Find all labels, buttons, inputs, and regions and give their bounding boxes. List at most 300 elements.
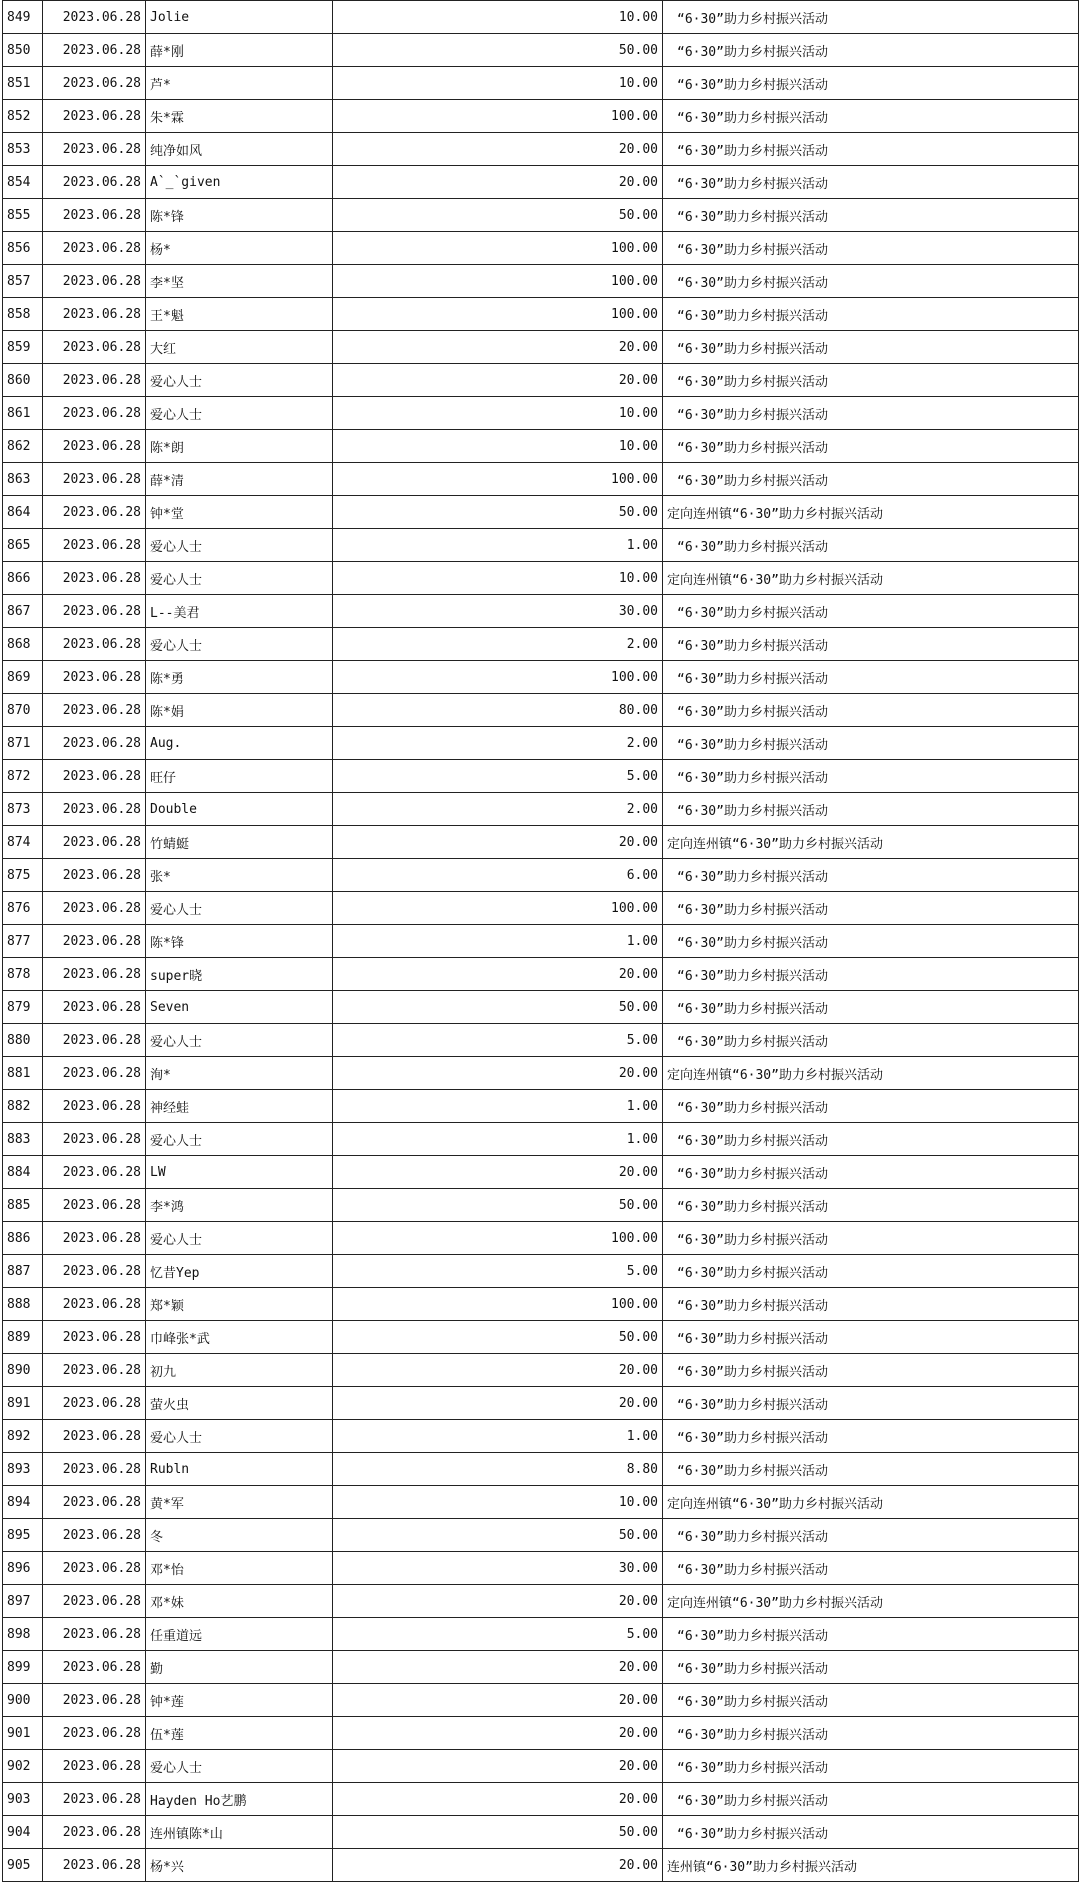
purpose-cell: “6·30”助力乡村振兴活动 [663,628,1079,661]
table-row [3,562,1079,595]
table-row [3,1585,1079,1618]
date-cell: 2023.06.28 [43,1849,146,1882]
date-cell: 2023.06.28 [43,1585,146,1618]
table-row [3,793,1079,826]
purpose-cell: “6·30”助力乡村振兴活动 [663,397,1079,430]
table-row [3,628,1079,661]
donor-name-cell: 任重道远 [146,1618,333,1651]
row-number-cell: 897 [3,1585,43,1618]
amount-cell: 20.00 [333,958,663,991]
purpose-cell: “6·30”助力乡村振兴活动 [663,100,1079,133]
donor-name-cell: Aug. [146,727,333,760]
date-cell: 2023.06.28 [43,1684,146,1717]
amount-cell: 20.00 [333,166,663,199]
donor-name-cell: 爱心人士 [146,529,333,562]
date-cell: 2023.06.28 [43,232,146,265]
date-cell: 2023.06.28 [43,298,146,331]
row-number-cell: 869 [3,661,43,694]
row-number-cell: 892 [3,1420,43,1453]
purpose-cell: “6·30”助力乡村振兴活动 [663,1684,1079,1717]
table-row [3,232,1079,265]
amount-cell: 100.00 [333,232,663,265]
date-cell: 2023.06.28 [43,694,146,727]
amount-cell: 10.00 [333,430,663,463]
table-row [3,199,1079,232]
purpose-cell: “6·30”助力乡村振兴活动 [663,1255,1079,1288]
table-row [3,34,1079,67]
date-cell: 2023.06.28 [43,826,146,859]
amount-cell: 100.00 [333,661,663,694]
table-row [3,1222,1079,1255]
purpose-cell: “6·30”助力乡村振兴活动 [663,1189,1079,1222]
donor-name-cell: 陈*锋 [146,925,333,958]
table-row [3,859,1079,892]
donor-name-cell: 杨*兴 [146,1849,333,1882]
amount-cell: 20.00 [333,364,663,397]
amount-cell: 20.00 [333,331,663,364]
donor-name-cell: 爱心人士 [146,1222,333,1255]
date-cell: 2023.06.28 [43,364,146,397]
purpose-cell: “6·30”助力乡村振兴活动 [663,166,1079,199]
row-number-cell: 895 [3,1519,43,1552]
row-number-cell: 860 [3,364,43,397]
donor-name-cell: 爱心人士 [146,1750,333,1783]
date-cell: 2023.06.28 [43,166,146,199]
amount-cell: 20.00 [333,133,663,166]
date-cell: 2023.06.28 [43,958,146,991]
donor-name-cell: 爱心人士 [146,1123,333,1156]
table-row [3,430,1079,463]
donor-name-cell: 大红 [146,331,333,364]
row-number-cell: 890 [3,1354,43,1387]
table-row [3,1420,1079,1453]
donor-name-cell: 巾峰张*武 [146,1321,333,1354]
date-cell: 2023.06.28 [43,1222,146,1255]
row-number-cell: 882 [3,1090,43,1123]
donor-name-cell: 陈*娟 [146,694,333,727]
table-row [3,1750,1079,1783]
table-row [3,1,1079,34]
purpose-cell: “6·30”助力乡村振兴活动 [663,1783,1079,1816]
amount-cell: 80.00 [333,694,663,727]
donor-name-cell: 爱心人士 [146,892,333,925]
date-cell: 2023.06.28 [43,727,146,760]
amount-cell: 20.00 [333,1717,663,1750]
donor-name-cell: 纯净如风 [146,133,333,166]
date-cell: 2023.06.28 [43,67,146,100]
table-row [3,1387,1079,1420]
purpose-cell: “6·30”助力乡村振兴活动 [663,661,1079,694]
purpose-cell: 定向连州镇“6·30”助力乡村振兴活动 [663,1486,1079,1519]
table-row [3,496,1079,529]
table-row [3,100,1079,133]
row-number-cell: 870 [3,694,43,727]
table-row [3,595,1079,628]
row-number-cell: 850 [3,34,43,67]
table-row [3,1618,1079,1651]
purpose-cell: 定向连州镇“6·30”助力乡村振兴活动 [663,826,1079,859]
date-cell: 2023.06.28 [43,529,146,562]
row-number-cell: 900 [3,1684,43,1717]
donor-name-cell: Seven [146,991,333,1024]
amount-cell: 8.80 [333,1453,663,1486]
amount-cell: 2.00 [333,628,663,661]
donor-name-cell: 邓*怡 [146,1552,333,1585]
amount-cell: 1.00 [333,925,663,958]
donor-name-cell: 爱心人士 [146,1024,333,1057]
amount-cell: 20.00 [333,1651,663,1684]
date-cell: 2023.06.28 [43,34,146,67]
table-row [3,1189,1079,1222]
table-row [3,694,1079,727]
table-row [3,1486,1079,1519]
date-cell: 2023.06.28 [43,430,146,463]
donor-name-cell: 张* [146,859,333,892]
table-row [3,1519,1079,1552]
row-number-cell: 853 [3,133,43,166]
purpose-cell: “6·30”助力乡村振兴活动 [663,232,1079,265]
amount-cell: 100.00 [333,1222,663,1255]
row-number-cell: 896 [3,1552,43,1585]
date-cell: 2023.06.28 [43,1,146,34]
table-row [3,1057,1079,1090]
row-number-cell: 879 [3,991,43,1024]
purpose-cell: 连州镇“6·30”助力乡村振兴活动 [663,1849,1079,1882]
amount-cell: 100.00 [333,100,663,133]
purpose-cell: “6·30”助力乡村振兴活动 [663,1387,1079,1420]
donor-name-cell: Hayden Ho艺鹏 [146,1783,333,1816]
purpose-cell: “6·30”助力乡村振兴活动 [663,958,1079,991]
date-cell: 2023.06.28 [43,793,146,826]
purpose-cell: “6·30”助力乡村振兴活动 [663,463,1079,496]
donor-name-cell: 杨* [146,232,333,265]
donor-name-cell: 神经蛙 [146,1090,333,1123]
donor-name-cell: super晓 [146,958,333,991]
amount-cell: 50.00 [333,199,663,232]
row-number-cell: 898 [3,1618,43,1651]
amount-cell: 50.00 [333,34,663,67]
donor-name-cell: 陈*勇 [146,661,333,694]
donor-name-cell: 爱心人士 [146,562,333,595]
amount-cell: 10.00 [333,397,663,430]
table-row [3,727,1079,760]
donor-name-cell: 冬 [146,1519,333,1552]
amount-cell: 10.00 [333,67,663,100]
date-cell: 2023.06.28 [43,1387,146,1420]
donor-name-cell: 爱心人士 [146,1420,333,1453]
donor-name-cell: 钟*莲 [146,1684,333,1717]
row-number-cell: 865 [3,529,43,562]
row-number-cell: 899 [3,1651,43,1684]
amount-cell: 10.00 [333,562,663,595]
table-row [3,1684,1079,1717]
donation-table-body [3,1,1079,1882]
date-cell: 2023.06.28 [43,1486,146,1519]
date-cell: 2023.06.28 [43,1123,146,1156]
amount-cell: 20.00 [333,1057,663,1090]
purpose-cell: “6·30”助力乡村振兴活动 [663,859,1079,892]
row-number-cell: 855 [3,199,43,232]
date-cell: 2023.06.28 [43,1519,146,1552]
table-row [3,1288,1079,1321]
donor-name-cell: LW [146,1156,333,1189]
purpose-cell: 定向连州镇“6·30”助力乡村振兴活动 [663,1057,1079,1090]
row-number-cell: 874 [3,826,43,859]
table-row [3,1816,1079,1849]
table-row [3,1321,1079,1354]
row-number-cell: 868 [3,628,43,661]
purpose-cell: 定向连州镇“6·30”助力乡村振兴活动 [663,496,1079,529]
date-cell: 2023.06.28 [43,496,146,529]
table-row [3,1024,1079,1057]
date-cell: 2023.06.28 [43,1783,146,1816]
date-cell: 2023.06.28 [43,331,146,364]
purpose-cell: “6·30”助力乡村振兴活动 [663,1222,1079,1255]
date-cell: 2023.06.28 [43,760,146,793]
donor-name-cell: 连州镇陈*山 [146,1816,333,1849]
date-cell: 2023.06.28 [43,199,146,232]
row-number-cell: 859 [3,331,43,364]
amount-cell: 20.00 [333,1684,663,1717]
amount-cell: 100.00 [333,1288,663,1321]
date-cell: 2023.06.28 [43,991,146,1024]
table-row [3,1651,1079,1684]
donor-name-cell: Double [146,793,333,826]
purpose-cell: “6·30”助力乡村振兴活动 [663,1750,1079,1783]
row-number-cell: 878 [3,958,43,991]
table-row [3,991,1079,1024]
row-number-cell: 861 [3,397,43,430]
date-cell: 2023.06.28 [43,925,146,958]
table-row [3,1090,1079,1123]
row-number-cell: 852 [3,100,43,133]
table-row [3,1123,1079,1156]
row-number-cell: 856 [3,232,43,265]
date-cell: 2023.06.28 [43,463,146,496]
date-cell: 2023.06.28 [43,1057,146,1090]
donor-name-cell: 薛*清 [146,463,333,496]
row-number-cell: 857 [3,265,43,298]
row-number-cell: 889 [3,1321,43,1354]
donor-name-cell: L--美君 [146,595,333,628]
date-cell: 2023.06.28 [43,1420,146,1453]
donor-name-cell: 爱心人士 [146,397,333,430]
table-row [3,760,1079,793]
amount-cell: 5.00 [333,760,663,793]
donor-name-cell: 初九 [146,1354,333,1387]
row-number-cell: 886 [3,1222,43,1255]
date-cell: 2023.06.28 [43,595,146,628]
table-row [3,1849,1079,1882]
date-cell: 2023.06.28 [43,859,146,892]
donor-name-cell: Rubln [146,1453,333,1486]
table-row [3,1255,1079,1288]
amount-cell: 5.00 [333,1255,663,1288]
date-cell: 2023.06.28 [43,1354,146,1387]
donor-name-cell: 陈*锋 [146,199,333,232]
purpose-cell: “6·30”助力乡村振兴活动 [663,1717,1079,1750]
donor-name-cell: 薛*刚 [146,34,333,67]
amount-cell: 100.00 [333,265,663,298]
purpose-cell: “6·30”助力乡村振兴活动 [663,1519,1079,1552]
purpose-cell: “6·30”助力乡村振兴活动 [663,67,1079,100]
table-row [3,826,1079,859]
purpose-cell: “6·30”助力乡村振兴活动 [663,133,1079,166]
date-cell: 2023.06.28 [43,1024,146,1057]
row-number-cell: 854 [3,166,43,199]
purpose-cell: “6·30”助力乡村振兴活动 [663,430,1079,463]
table-row [3,463,1079,496]
donor-name-cell: 陈*朗 [146,430,333,463]
purpose-cell: “6·30”助力乡村振兴活动 [663,364,1079,397]
date-cell: 2023.06.28 [43,1618,146,1651]
row-number-cell: 875 [3,859,43,892]
donor-name-cell: 芦* [146,67,333,100]
donor-name-cell: 竹蜻蜓 [146,826,333,859]
donor-name-cell: Jolie [146,1,333,34]
row-number-cell: 904 [3,1816,43,1849]
amount-cell: 2.00 [333,727,663,760]
purpose-cell: “6·30”助力乡村振兴活动 [663,1024,1079,1057]
row-number-cell: 866 [3,562,43,595]
purpose-cell: “6·30”助力乡村振兴活动 [663,1090,1079,1123]
purpose-cell: “6·30”助力乡村振兴活动 [663,34,1079,67]
amount-cell: 100.00 [333,298,663,331]
table-row [3,133,1079,166]
purpose-cell: “6·30”助力乡村振兴活动 [663,694,1079,727]
date-cell: 2023.06.28 [43,562,146,595]
amount-cell: 10.00 [333,1,663,34]
date-cell: 2023.06.28 [43,1816,146,1849]
amount-cell: 2.00 [333,793,663,826]
table-row [3,661,1079,694]
table-row [3,298,1079,331]
purpose-cell: “6·30”助力乡村振兴活动 [663,265,1079,298]
row-number-cell: 903 [3,1783,43,1816]
row-number-cell: 873 [3,793,43,826]
row-number-cell: 894 [3,1486,43,1519]
row-number-cell: 876 [3,892,43,925]
row-number-cell: 877 [3,925,43,958]
table-row [3,1453,1079,1486]
purpose-cell: “6·30”助力乡村振兴活动 [663,727,1079,760]
table-row [3,331,1079,364]
purpose-cell: “6·30”助力乡村振兴活动 [663,991,1079,1024]
amount-cell: 1.00 [333,529,663,562]
table-row [3,1354,1079,1387]
amount-cell: 50.00 [333,496,663,529]
row-number-cell: 888 [3,1288,43,1321]
row-number-cell: 864 [3,496,43,529]
table-row [3,1783,1079,1816]
donor-name-cell: 勤 [146,1651,333,1684]
date-cell: 2023.06.28 [43,628,146,661]
row-number-cell: 884 [3,1156,43,1189]
amount-cell: 1.00 [333,1123,663,1156]
donor-name-cell: 王*魁 [146,298,333,331]
row-number-cell: 905 [3,1849,43,1882]
row-number-cell: 849 [3,1,43,34]
date-cell: 2023.06.28 [43,265,146,298]
purpose-cell: “6·30”助力乡村振兴活动 [663,1552,1079,1585]
amount-cell: 100.00 [333,892,663,925]
date-cell: 2023.06.28 [43,397,146,430]
table-row [3,529,1079,562]
row-number-cell: 891 [3,1387,43,1420]
row-number-cell: 887 [3,1255,43,1288]
date-cell: 2023.06.28 [43,1156,146,1189]
row-number-cell: 881 [3,1057,43,1090]
row-number-cell: 863 [3,463,43,496]
amount-cell: 6.00 [333,859,663,892]
table-row [3,1156,1079,1189]
amount-cell: 5.00 [333,1618,663,1651]
amount-cell: 20.00 [333,1156,663,1189]
amount-cell: 50.00 [333,1519,663,1552]
purpose-cell: “6·30”助力乡村振兴活动 [663,892,1079,925]
purpose-cell: “6·30”助力乡村振兴活动 [663,298,1079,331]
amount-cell: 10.00 [333,1486,663,1519]
donor-name-cell: 黄*军 [146,1486,333,1519]
amount-cell: 50.00 [333,1321,663,1354]
donor-name-cell: 邓*妹 [146,1585,333,1618]
date-cell: 2023.06.28 [43,661,146,694]
donor-name-cell: 钟*堂 [146,496,333,529]
purpose-cell: 定向连州镇“6·30”助力乡村振兴活动 [663,1585,1079,1618]
table-row [3,1717,1079,1750]
table-row [3,892,1079,925]
amount-cell: 50.00 [333,1189,663,1222]
purpose-cell: “6·30”助力乡村振兴活动 [663,1651,1079,1684]
purpose-cell: “6·30”助力乡村振兴活动 [663,1,1079,34]
date-cell: 2023.06.28 [43,1090,146,1123]
purpose-cell: “6·30”助力乡村振兴活动 [663,1816,1079,1849]
date-cell: 2023.06.28 [43,100,146,133]
amount-cell: 5.00 [333,1024,663,1057]
amount-cell: 1.00 [333,1420,663,1453]
table-row [3,67,1079,100]
amount-cell: 50.00 [333,991,663,1024]
row-number-cell: 862 [3,430,43,463]
row-number-cell: 872 [3,760,43,793]
row-number-cell: 851 [3,67,43,100]
purpose-cell: “6·30”助力乡村振兴活动 [663,760,1079,793]
row-number-cell: 871 [3,727,43,760]
purpose-cell: “6·30”助力乡村振兴活动 [663,1123,1079,1156]
purpose-cell: “6·30”助力乡村振兴活动 [663,1618,1079,1651]
row-number-cell: 883 [3,1123,43,1156]
date-cell: 2023.06.28 [43,1255,146,1288]
amount-cell: 20.00 [333,1354,663,1387]
purpose-cell: “6·30”助力乡村振兴活动 [663,529,1079,562]
row-number-cell: 902 [3,1750,43,1783]
purpose-cell: “6·30”助力乡村振兴活动 [663,595,1079,628]
purpose-cell: “6·30”助力乡村振兴活动 [663,331,1079,364]
row-number-cell: 893 [3,1453,43,1486]
table-row [3,265,1079,298]
table-row [3,1552,1079,1585]
amount-cell: 50.00 [333,1816,663,1849]
donor-name-cell: 伍*莲 [146,1717,333,1750]
amount-cell: 30.00 [333,595,663,628]
purpose-cell: “6·30”助力乡村振兴活动 [663,1453,1079,1486]
purpose-cell: “6·30”助力乡村振兴活动 [663,925,1079,958]
amount-cell: 20.00 [333,1750,663,1783]
amount-cell: 20.00 [333,1849,663,1882]
row-number-cell: 880 [3,1024,43,1057]
amount-cell: 20.00 [333,1783,663,1816]
donor-name-cell: 忆昔Yep [146,1255,333,1288]
